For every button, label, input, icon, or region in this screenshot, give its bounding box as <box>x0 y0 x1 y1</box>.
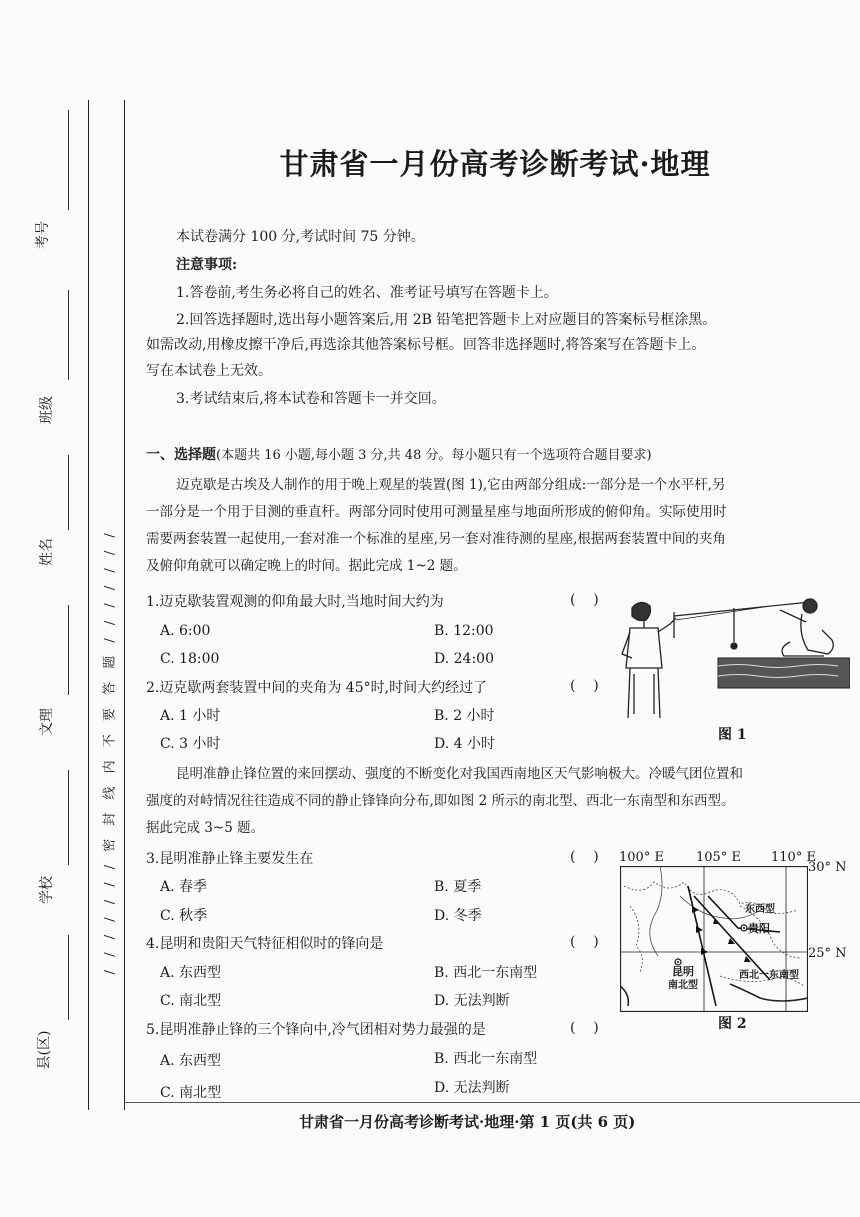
class-field <box>36 396 56 424</box>
q2-option-d[interactable]: D. 4 小时 <box>434 736 495 752</box>
q5-option-c[interactable]: C. 南北型 <box>160 1085 222 1101</box>
notice-item-1: 1.答卷前,考生务必将自己的姓名、准考证号填写在答题卡上。 <box>176 285 558 301</box>
q2-option-b[interactable]: B. 2 小时 <box>434 708 495 724</box>
q4-option-b[interactable]: B. 西北一东南型 <box>434 965 538 981</box>
seal-line-content: / / / / / / / 密 封 线 内 不 要 答 题 / / / / / / / <box>102 528 118 975</box>
binding-line-inner <box>124 100 125 1110</box>
section-heading-note: (本题共 16 小题,每小题 3 分,共 48 分。每小题只有一个选项符合题目要求) <box>216 448 652 463</box>
q1-answer-bracket[interactable]: ( ) <box>570 592 599 608</box>
track-label: 文理 <box>39 708 55 736</box>
passage1-line-3: 需要两套装置一起使用,一套对准一个标准的星座,另一套对准待测的星座,根据两套装置中间的夹角 <box>146 531 726 547</box>
q4-option-c[interactable]: C. 南北型 <box>160 993 222 1009</box>
q4-answer-bracket[interactable]: ( ) <box>570 934 599 950</box>
q3-option-b[interactable]: B. 夏季 <box>434 879 482 895</box>
fig2-lon-100: 100° E <box>619 850 664 865</box>
q4-option-d[interactable]: D. 无法判断 <box>434 993 510 1009</box>
passage1-line-1: 迈克歇是古埃及人制作的用于晚上观星的装置(图 1),它由两部分组成:一部分是一个水平杆,另 <box>176 477 726 493</box>
name-field <box>36 538 56 566</box>
name-underline <box>68 455 69 530</box>
passage2-line-2: 强度的对峙情况往往造成不同的静止锋锋向分布,即如图 2 所示的南北型、西北一东南型和东西型。 <box>146 793 735 809</box>
fig2-label-guiyang: 贵阳 <box>748 922 770 935</box>
school-field <box>36 876 56 904</box>
footer-divider <box>124 1102 860 1103</box>
q1-stem: 1.迈克歇装置观测的仰角最大时,当地时间大约为 <box>146 594 444 610</box>
q4-stem: 4.昆明和贵阳天气特征相似时的锋向是 <box>146 936 384 952</box>
q1-option-b[interactable]: B. 12:00 <box>434 623 494 639</box>
figure-1-illustration <box>610 594 850 724</box>
q2-answer-bracket[interactable]: ( ) <box>570 678 599 694</box>
passage2-line-1: 昆明准静止锋位置的来回摆动、强度的不断变化对我国西南地区天气影响极大。冷暖气团位置和 <box>176 766 743 782</box>
q5-option-d[interactable]: D. 无法判断 <box>434 1080 510 1096</box>
exam-no-underline <box>68 110 69 210</box>
q3-option-c[interactable]: C. 秋季 <box>160 908 208 924</box>
q4-option-a[interactable]: A. 东西型 <box>160 965 222 981</box>
q1-option-a[interactable]: A. 6:00 <box>160 623 211 639</box>
notice-item-3: 3.考试结束后,将本试卷和答题卡一并交回。 <box>176 391 446 407</box>
figure-2-caption: 图 2 <box>718 1016 747 1032</box>
county-label: 县(区) <box>36 1030 53 1070</box>
q5-option-b[interactable]: B. 西北一东南型 <box>434 1051 538 1067</box>
class-underline <box>68 290 69 380</box>
q3-option-d[interactable]: D. 冬季 <box>434 908 482 924</box>
notice-item-2a: 2.回答选择题时,选出每小题答案后,用 2B 铅笔把答题卡上对应题目的答案标号框涂黑。 <box>176 312 717 328</box>
track-field <box>36 708 56 736</box>
class-label: 班级 <box>39 396 55 424</box>
passage1-line-2: 一部分是一个用于目测的垂直杆。两部分同时使用可测量星座与地面所形成的俯仰角。实际使用时 <box>146 504 727 520</box>
section-heading <box>146 445 652 466</box>
notice-item-2b: 如需改动,用橡皮擦干净后,再选涂其他答案标号框。回答非选择题时,将答案写在答题卡上。 <box>146 337 706 353</box>
track-underline <box>68 605 69 695</box>
fig2-lon-105: 105° E <box>696 850 741 865</box>
section-heading-title: 一、选择题 <box>146 447 216 463</box>
q5-answer-bracket[interactable]: ( ) <box>570 1020 599 1036</box>
binding-line-outer <box>88 100 89 1110</box>
page-title: 甘肃省一月份高考诊断考试·地理 <box>279 147 711 181</box>
fig2-lon-110: 110° E <box>771 850 816 865</box>
fig2-label-kunming: 昆明 <box>672 965 694 978</box>
q2-stem: 2.迈克歇两套装置中间的夹角为 45°时,时间大约经过了 <box>146 680 488 696</box>
school-underline <box>68 770 69 865</box>
county-field <box>33 1031 53 1070</box>
q5-stem: 5.昆明准静止锋的三个锋向中,冷气团相对势力最强的是 <box>146 1022 486 1038</box>
q2-option-c[interactable]: C. 3 小时 <box>160 736 221 752</box>
figure-2-map <box>620 866 808 1012</box>
school-label: 学校 <box>39 876 55 904</box>
county-underline <box>68 935 69 1020</box>
q5-option-a[interactable]: A. 东西型 <box>160 1053 222 1069</box>
fig2-label-nw-se: 西北一东南型 <box>739 970 799 981</box>
seal-line-text <box>99 422 118 1082</box>
passage1-line-4: 及俯仰角就可以确定晚上的时间。据此完成 1~2 题。 <box>146 558 467 574</box>
exam-no-field <box>32 221 52 249</box>
notice-label: 注意事项: <box>176 257 238 273</box>
name-label: 姓名 <box>39 538 55 566</box>
intro-line: 本试卷满分 100 分,考试时间 75 分钟。 <box>176 229 425 245</box>
fig2-label-east-west: 东西型 <box>745 904 775 915</box>
passage2-line-3: 据此完成 3~5 题。 <box>146 820 265 836</box>
q1-option-c[interactable]: C. 18:00 <box>160 651 220 667</box>
exam-no-label: 考号 <box>35 221 51 249</box>
fig2-lat-30: 30° N <box>808 860 847 875</box>
q2-option-a[interactable]: A. 1 小时 <box>160 708 221 724</box>
q1-option-d[interactable]: D. 24:00 <box>434 651 494 667</box>
q3-option-a[interactable]: A. 春季 <box>160 879 208 895</box>
figure-1-caption: 图 1 <box>718 727 747 743</box>
q3-stem: 3.昆明准静止锋主要发生在 <box>146 851 314 867</box>
notice-item-2c: 写在本试卷上无效。 <box>146 363 272 379</box>
page-footer: 甘肃省一月份高考诊断考试·地理·第 1 页(共 6 页) <box>299 1113 636 1131</box>
fig2-lat-25: 25° N <box>808 946 847 961</box>
fig2-label-north-south: 南北型 <box>668 980 698 991</box>
q3-answer-bracket[interactable]: ( ) <box>570 849 599 865</box>
